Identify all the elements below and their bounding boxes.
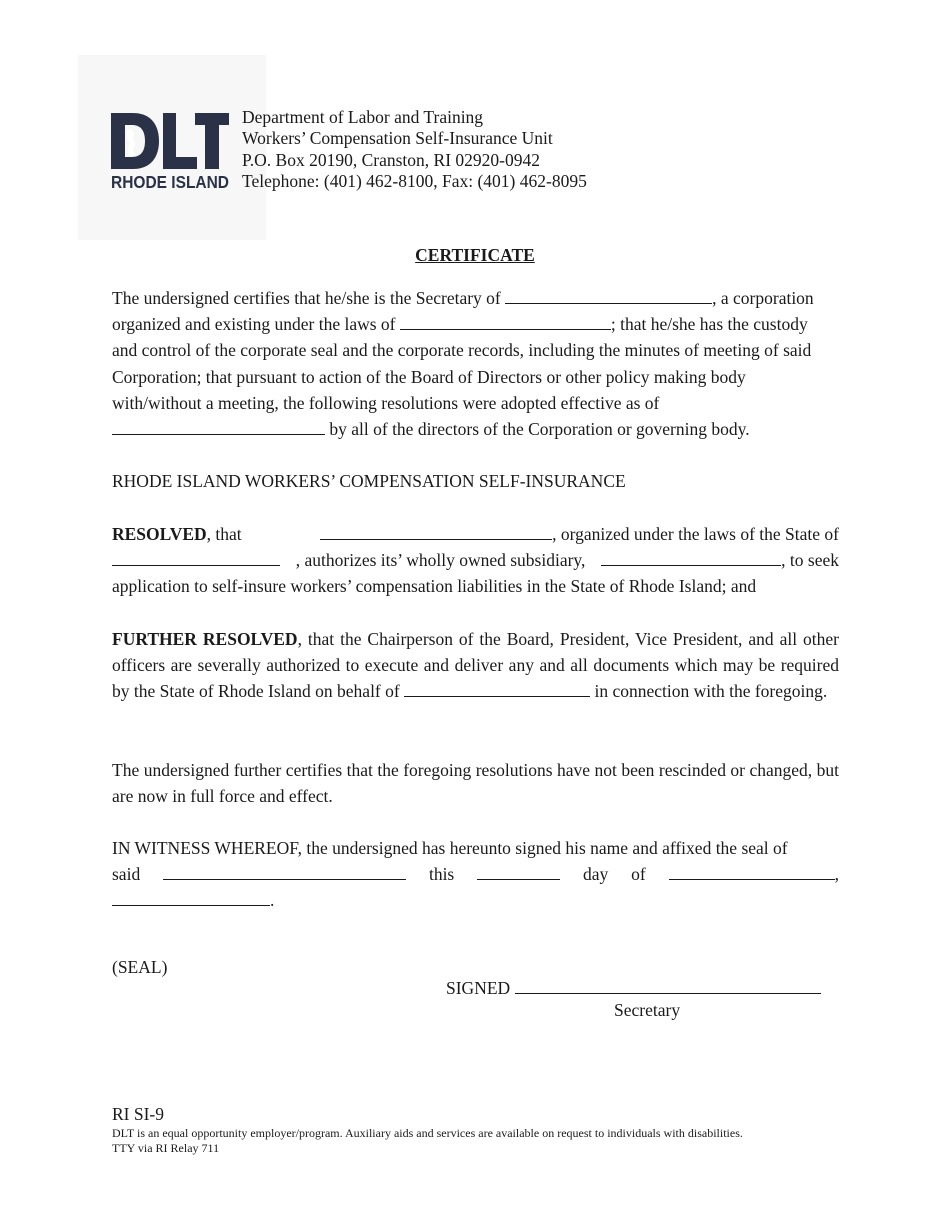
further-resolved-paragraph: FURTHER RESOLVED, that the Chairperson of the Board, President, Vice President, and all other officers are severally authorized to execute and deliver any and all documents which may be required by the State of Rhode Island on behalf of in connection with the foregoing. [112,629,839,702]
seal-label: (SEAL) [112,957,168,977]
secretary-label: Secretary [614,1000,681,1020]
witness-paragraph: IN WITNESS WHEREOF, the undersigned has hereunto signed his name and affixed the seal of said this day of , . [112,838,839,911]
state-of-incorporation-blank[interactable] [400,314,611,330]
signature-line: SIGNED [446,978,821,999]
document-title: CERTIFICATE [415,245,535,265]
further-certifies-paragraph: The undersigned further certifies that the foregoing resolutions have not been rescinded or changed, but are now in full force and effect. [112,760,839,807]
form-number: RI SI-9 [112,1104,165,1124]
dlt-logo-mark [111,111,231,191]
tty-notice: TTY via RI Relay 711 [112,1140,220,1155]
witness-month-blank[interactable] [669,864,835,880]
on-behalf-of-blank[interactable] [404,681,590,697]
equal-opportunity-notice: DLT is an equal opportunity employer/program. Auxiliary aids and services are available on request to individuals with disabilities. [112,1126,743,1140]
footer-notice [112,1126,743,1155]
parent-company-blank[interactable] [320,524,552,540]
subsidiary-name-blank[interactable] [601,550,781,566]
agency-address [242,107,587,192]
dlt-logo [111,111,231,191]
witness-day-blank[interactable] [477,864,560,880]
effective-date-blank[interactable] [112,419,325,435]
corporation-name-blank[interactable] [505,288,712,304]
witness-corporation-blank[interactable] [163,864,406,880]
witness-year-blank[interactable] [112,890,270,906]
section-heading: RHODE ISLAND WORKERS’ COMPENSATION SELF-INSURANCE [112,471,626,491]
parent-state-blank[interactable] [112,550,280,566]
phone-fax: Telephone: (401) 462-8100, Fax: (401) 462-8095 [242,170,587,191]
agency-name: Department of Labor and Training [242,107,484,127]
mailing-address: P.O. Box 20190, Cranston, RI 02920-0942 [242,149,540,170]
unit-name: Workers’ Compensation Self-Insurance Unit [242,128,553,149]
resolved-paragraph: RESOLVED, that , organized under the laws of the State of , authorizes its’ wholly owned subsidiary, , to seek application to self-insure workers’ compensation liabilities in the State of Rhode Island; and [112,524,839,597]
logo-wordmark: RHODE ISLAND [111,172,229,191]
certification-paragraph: The undersigned certifies that he/she is the Secretary of , a corporation organized and existing under the laws of ; that he/she has the custody and control of the corporate seal and the corporate records, including the minutes of meeting of said Corporation; that pursuant to action of the Board of Directors or other policy making body with/without a meeting, the following resolutions were adopted effective as of by all of the directors of the Corporation or governing body. [112,288,814,440]
signature-blank[interactable] [515,978,821,994]
